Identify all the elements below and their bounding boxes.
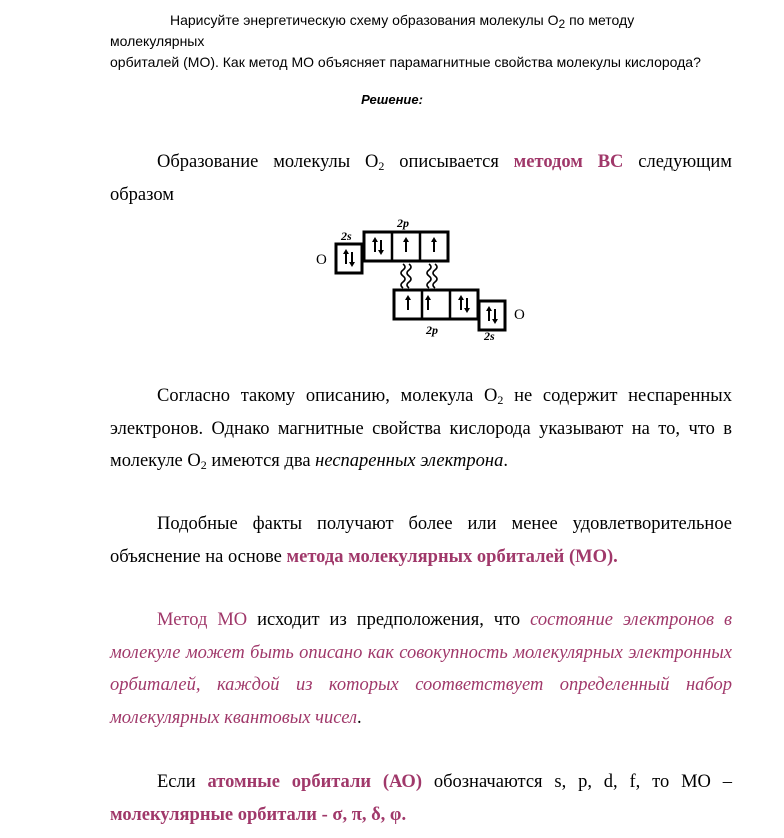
bottom-2s-label: 2s	[484, 329, 495, 343]
mo-assumption-italic: состояние электронов в молекуле может быть описано как совокупность молекулярных электронных орбиталей, каждой из которых соответствует определенный набор молекулярных квантовых чисел	[110, 610, 732, 728]
paragraph-mo-explanation: Подобные факты получают более или менее удовлетворительное объяснение на основе метода молекулярных орбиталей (МО).	[110, 514, 732, 567]
bond-wave-3	[427, 264, 431, 288]
left-atom-label: O	[316, 252, 327, 268]
bond-wave-4	[433, 264, 437, 288]
task-statement	[110, 10, 730, 73]
paragraph-mo-assumption: Метод МО исходит из предположения, что состояние электронов в молекуле может быть описано как совокупность молекулярных электронных орбиталей, каждой из которых соответствует определенный набор молекулярных квантовых чисел.	[110, 610, 732, 728]
bond-wave-2	[407, 264, 411, 288]
unpaired-electrons-italic: неспаренных электрона	[315, 451, 504, 471]
task-line1: Нарисуйте энергетическую схему образования молекулы $O_2$ по методу молекулярных	[110, 12, 635, 49]
mo-method-highlight: метода молекулярных орбиталей (МО).	[286, 546, 618, 567]
paragraph-unpaired-electrons: Согласно такому описанию, молекула $O_2$ не содержит неспаренных электронов. Однако магнитные свойства кислорода указывают на то, что в молекуле $O_2$ имеются два неспаренных электрона.	[110, 386, 732, 472]
bottom-2p-boxes	[394, 290, 478, 319]
top-2s-label: 2s	[341, 229, 352, 243]
atomic-orbitals-highlight: атомные орбитали (АО)	[207, 772, 422, 792]
task-line2: орбиталей (МО). Как метод МО объясняет парамагнитные свойства молекулы кислорода?	[110, 54, 701, 70]
paragraph-vb-method: Образование молекулы $O_2$ описывается методом ВС следующим образом	[110, 152, 733, 205]
bottom-2p-label: 2p	[426, 323, 438, 337]
top-2p-label: 2p	[397, 216, 409, 230]
vb-method-highlight: методом ВС	[513, 152, 624, 172]
bond-wave-1	[401, 264, 405, 288]
paragraph-orbital-notation: Если атомные орбитали (АО) обозначаются s, p, d, f, то МО – молекулярные орбитали - σ, π, δ, φ.	[110, 772, 732, 825]
mo-method-lead: Метод МО	[157, 610, 248, 630]
solution-label: Решение:	[361, 92, 423, 107]
right-atom-label: O	[514, 307, 525, 323]
top-2s-box	[336, 244, 362, 273]
molecular-orbitals-highlight: молекулярные орбитали - σ, π, δ, φ.	[110, 804, 407, 825]
bottom-2s-box	[479, 301, 505, 330]
vb-orbital-diagram	[300, 208, 540, 348]
